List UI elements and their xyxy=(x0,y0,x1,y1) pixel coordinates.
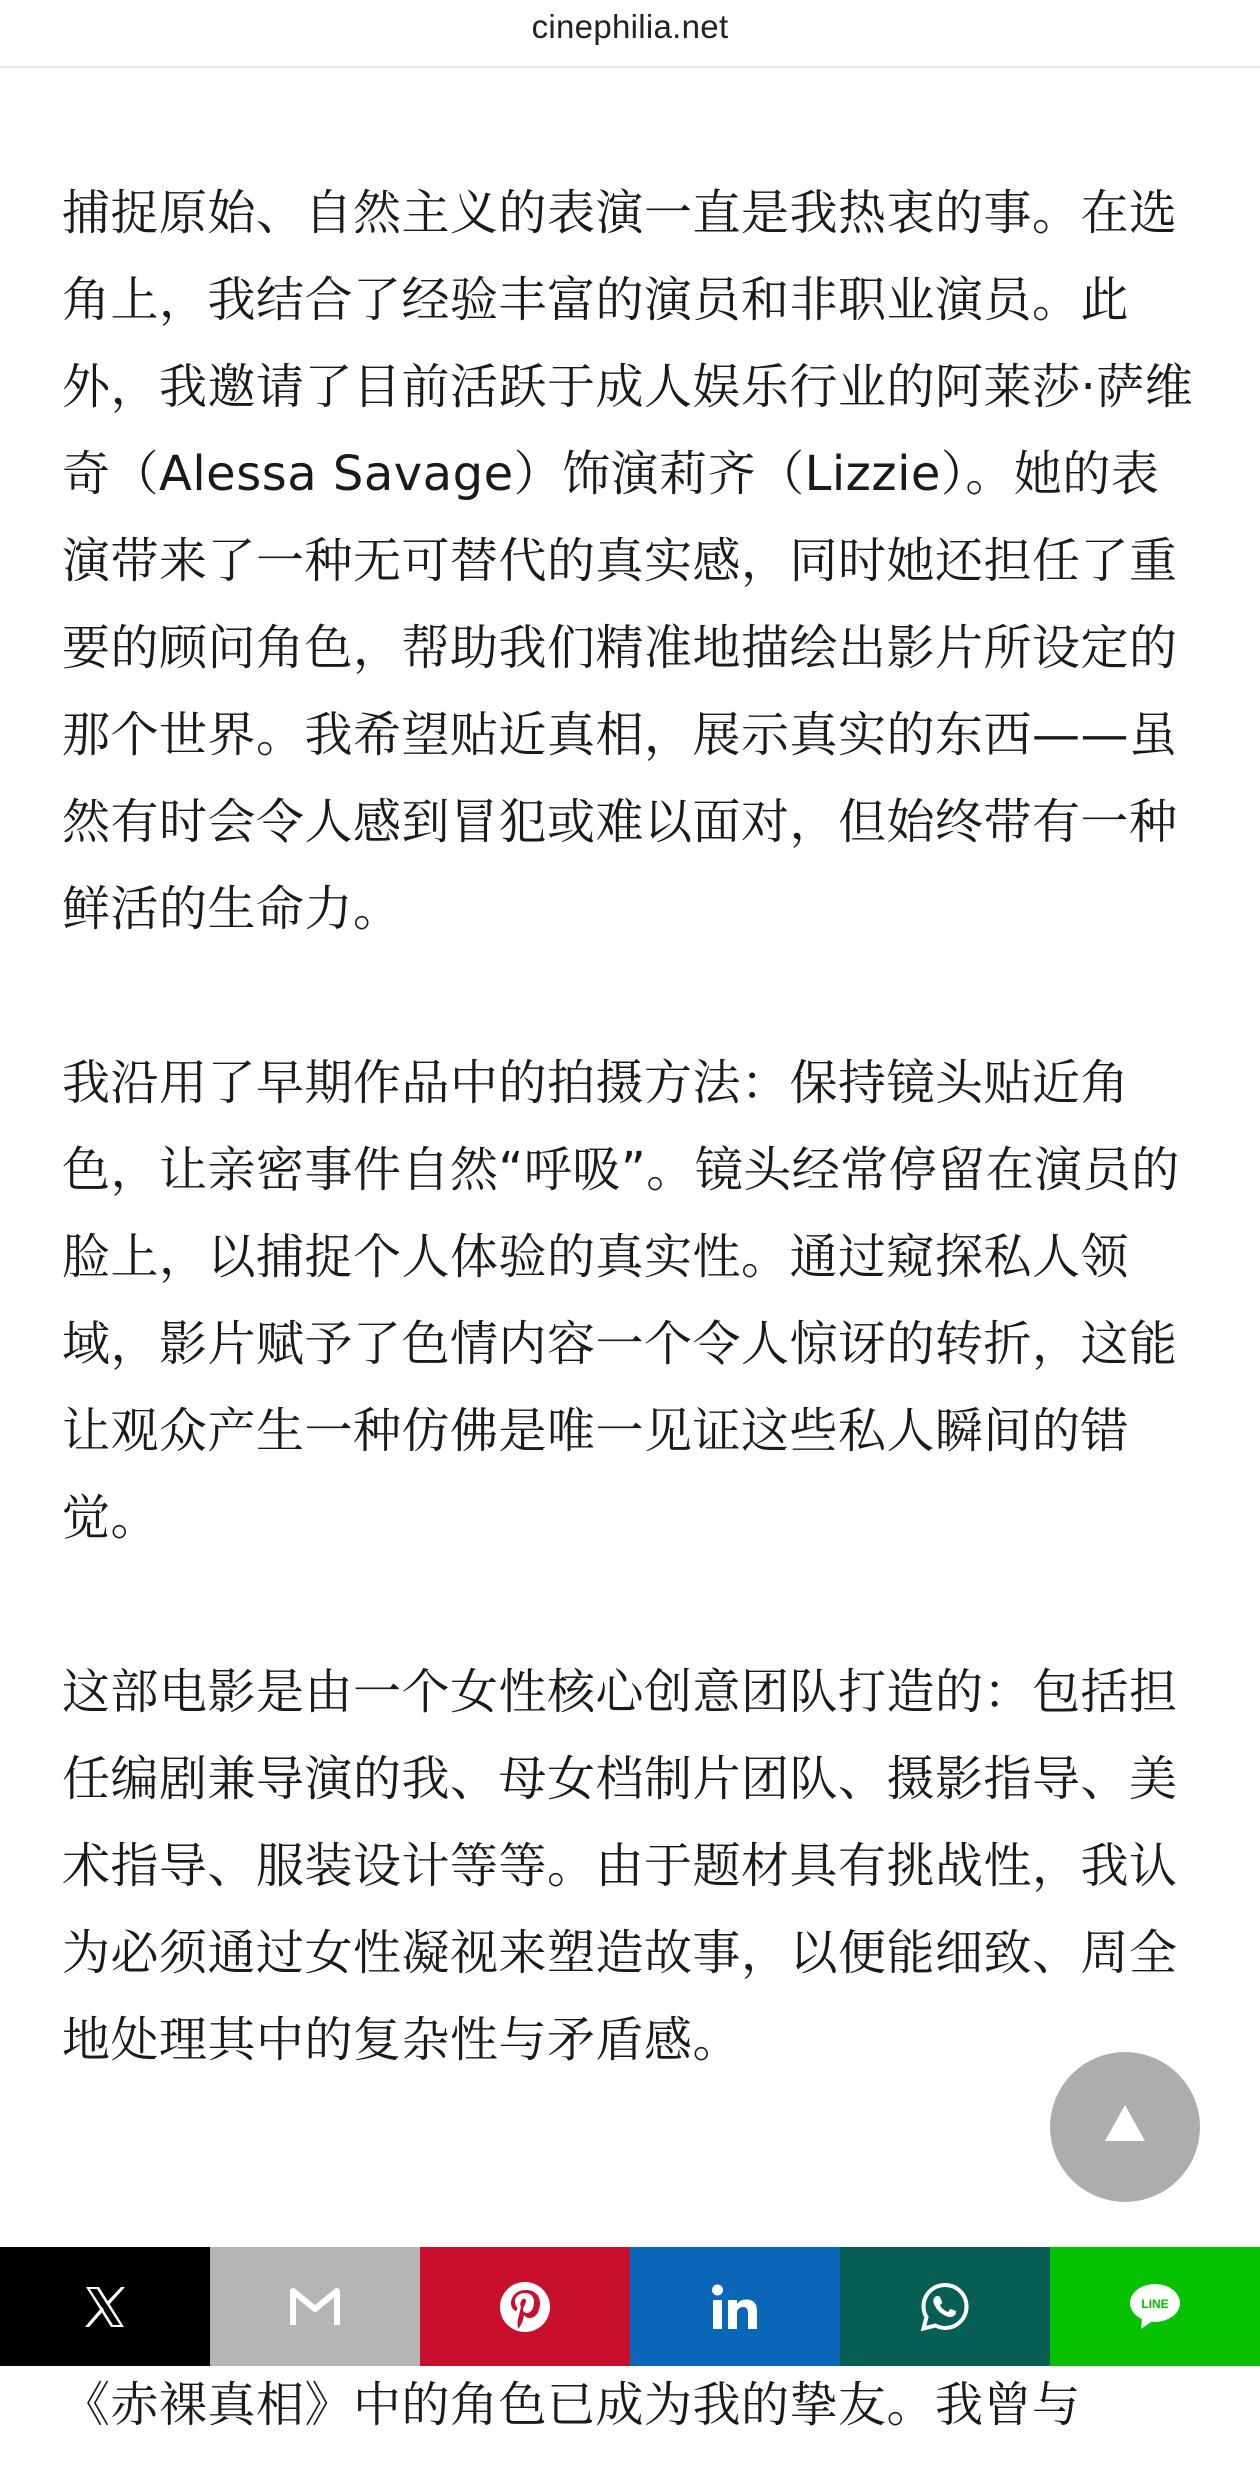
share-pinterest-button[interactable] xyxy=(420,2247,630,2366)
whatsapp-icon xyxy=(919,2281,971,2333)
site-domain: cinephilia.net xyxy=(531,8,729,45)
address-bar[interactable] xyxy=(0,0,1260,68)
share-whatsapp-button[interactable] xyxy=(840,2247,1050,2366)
share-linkedin-button[interactable] xyxy=(630,2247,840,2366)
pinterest-icon xyxy=(499,2281,551,2333)
article-paragraph-partial: 《赤裸真相》中的角色已成为我的挚友。我曾与 xyxy=(62,2377,1081,2433)
article-paragraph: 捕捉原始、自然主义的表演一直是我热衷的事。在选角上，我结合了经验丰富的演员和非职业演员。此外，我邀请了目前活跃于成人娱乐行业的阿莱莎·萨维奇（Alessa Savage）饰演莉齐（Lizzie）。她的表演带来了一种无可替代的真实感，同时她还担任了重要的顾问角色，帮助我们精准地描绘出影片所设定的那个世界。我希望贴近真相，展示真实的东西——虽然有时会令人感到冒犯或难以面对，但始终带有一种鲜活的生命力。 xyxy=(62,185,1194,937)
share-email-button[interactable] xyxy=(210,2247,420,2366)
share-bar xyxy=(0,2247,1260,2366)
mail-icon xyxy=(288,2287,342,2327)
article-paragraph: 这部电影是由一个女性核心创意团队打造的：包括担任编剧兼导演的我、母女档制片团队、摄影指导、美术指导、服装设计等等。由于题材具有挑战性，我认为必须通过女性凝视来塑造故事，以便能细致、周全地处理其中的复杂性与矛盾感。 xyxy=(62,1664,1178,2068)
share-line-button[interactable] xyxy=(1050,2247,1260,2366)
share-x-button[interactable] xyxy=(0,2247,210,2366)
scroll-to-top-button[interactable] xyxy=(1050,2052,1200,2202)
article-paragraph: 我沿用了早期作品中的拍摄方法：保持镜头贴近角色，让亲密事件自然“呼吸”。镜头经常停留在演员的脸上，以捕捉个人体验的真实性。通过窥探私人领域，影片赋予了色情内容一个令人惊讶的转折，这能让观众产生一种仿佛是唯一见证这些私人瞬间的错觉。 xyxy=(62,1055,1180,1546)
article-body xyxy=(62,170,1200,2084)
arrow-up-icon xyxy=(1105,2105,1145,2141)
x-logo-icon xyxy=(82,2284,128,2330)
line-icon xyxy=(1128,2282,1182,2332)
line-icon-label: LINE xyxy=(1141,2296,1169,2311)
linkedin-icon xyxy=(711,2283,759,2331)
